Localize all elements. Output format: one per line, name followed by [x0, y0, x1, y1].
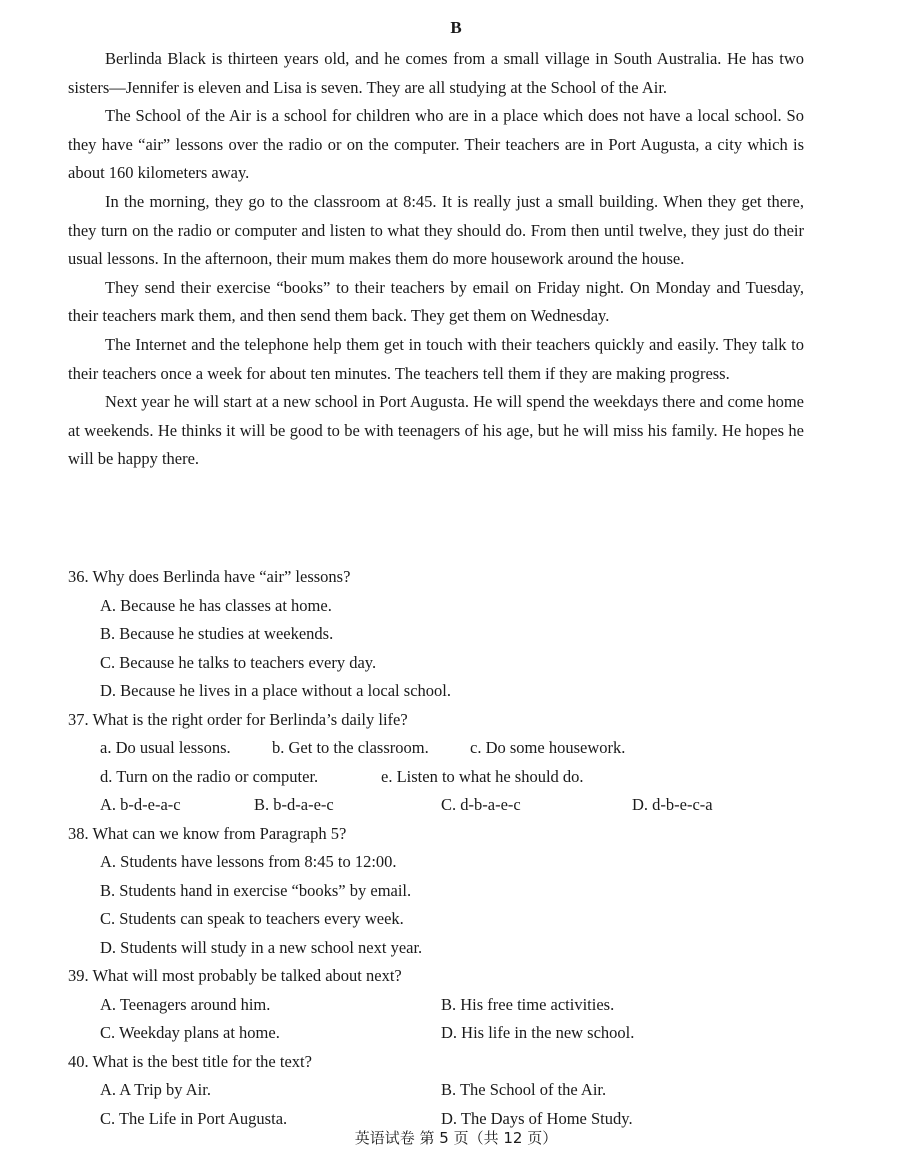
- question-39-stem: 39. What will most probably be talked about next?: [68, 966, 402, 985]
- question-36-option-d: D. Because he lives in a place without a local school.: [100, 681, 451, 700]
- step-b: b. Get to the classroom.: [272, 738, 429, 757]
- question-37-option-a: A. b-d-e-a-c: [100, 795, 181, 814]
- question-36-option-a: A. Because he has classes at home.: [100, 595, 332, 615]
- question-38-option-d: D. Students will study in a new school next year.: [100, 937, 423, 957]
- step-c: c. Do some housework.: [470, 738, 626, 757]
- step-e: e. Listen to what he should do.: [381, 766, 584, 786]
- question-38-option-a: A. Students have lessons from 8:45 to 12:00.: [100, 852, 397, 871]
- question-37-option-c: C. d-b-a-e-c: [441, 795, 521, 814]
- question-38-stem: 38. What can we know from Paragraph 5?: [68, 823, 347, 843]
- question-38-option-c: C. Students can speak to teachers every week.: [100, 909, 404, 928]
- question-36-stem: 36. Why does Berlinda have “air” lessons?: [68, 567, 351, 586]
- question-37-steps-row-1: [68, 734, 804, 763]
- question-40-stem: 40. What is the best title for the text?: [68, 1051, 312, 1071]
- question-40-option-a: A. A Trip by Air.: [100, 1080, 211, 1099]
- question-37-options: [68, 791, 804, 820]
- question-39-option-b: B. His free time activities.: [441, 994, 615, 1014]
- paragraph-3: In the morning, they go to the classroom at 8:45. It is really just a small building. When they get there, they turn on the radio or computer and listen to what they should do. From then until twelve, they just do their usual lessons. In the afternoon, their mum makes them do more housework around the house.: [68, 191, 804, 269]
- paragraph-1: Berlinda Black is thirteen years old, and he comes from a small village in South Australia. He has two sisters—Jennifer is eleven and Lisa is seven. They are all studying at the School of the Air.: [68, 49, 804, 97]
- page-footer: 英语试卷 第 5 页（共 12 页）: [354, 1129, 558, 1147]
- question-39-options-row-2: [68, 1019, 804, 1048]
- reading-passage: [68, 45, 804, 474]
- question-39-options-row-1: [68, 991, 804, 1020]
- question-38-option-b: B. Students hand in exercise “books” by email.: [100, 880, 412, 900]
- paragraph-4: They send their exercise “books” to their teachers by email on Friday night. On Monday and Tuesday, their teachers mark them, and then send them back. They get them on Wednesday.: [68, 277, 804, 326]
- paragraph-6: Next year he will start at a new school in Port Augusta. He will spend the weekdays there and come home at weekends. He thinks it will be good to be with teenagers of his age, but he will miss his family. He hopes he will be happy there.: [68, 392, 804, 469]
- question-40-options-row-1: [68, 1076, 804, 1105]
- question-list: [68, 563, 804, 1133]
- paragraph-5: The Internet and the telephone help them get in touch with their teachers quickly and easily. They talk to their teachers once a week for about ten minutes. The teachers tell them if they are making progress.: [68, 334, 804, 383]
- step-a: a. Do usual lessons.: [100, 738, 231, 757]
- step-d: d. Turn on the radio or computer.: [100, 766, 319, 786]
- question-37-stem: 37. What is the right order for Berlinda’s daily life?: [68, 709, 408, 729]
- question-40-option-b: B. The School of the Air.: [441, 1080, 607, 1099]
- section-title: B: [450, 18, 462, 37]
- question-37-option-b: B. b-d-a-e-c: [254, 795, 334, 814]
- question-39-option-a: A. Teenagers around him.: [100, 994, 271, 1014]
- question-37-steps-row-2: [68, 763, 804, 792]
- question-40-option-c: C. The Life in Port Augusta.: [100, 1108, 288, 1128]
- question-36-option-c: C. Because he talks to teachers every day.: [100, 652, 377, 672]
- question-40-option-d: D. The Days of Home Study.: [441, 1108, 633, 1128]
- question-36-option-b: B. Because he studies at weekends.: [100, 624, 334, 643]
- question-37-option-d: D. d-b-e-c-a: [632, 795, 713, 814]
- question-39-option-d: D. His life in the new school.: [441, 1023, 635, 1042]
- paragraph-2: The School of the Air is a school for children who are in a place which does not have a local school. So they have “air” lessons over the radio or on the computer. Their teachers are in Port Augusta, a city which is about 160 kilometers away.: [68, 106, 804, 183]
- question-39-option-c: C. Weekday plans at home.: [100, 1023, 280, 1042]
